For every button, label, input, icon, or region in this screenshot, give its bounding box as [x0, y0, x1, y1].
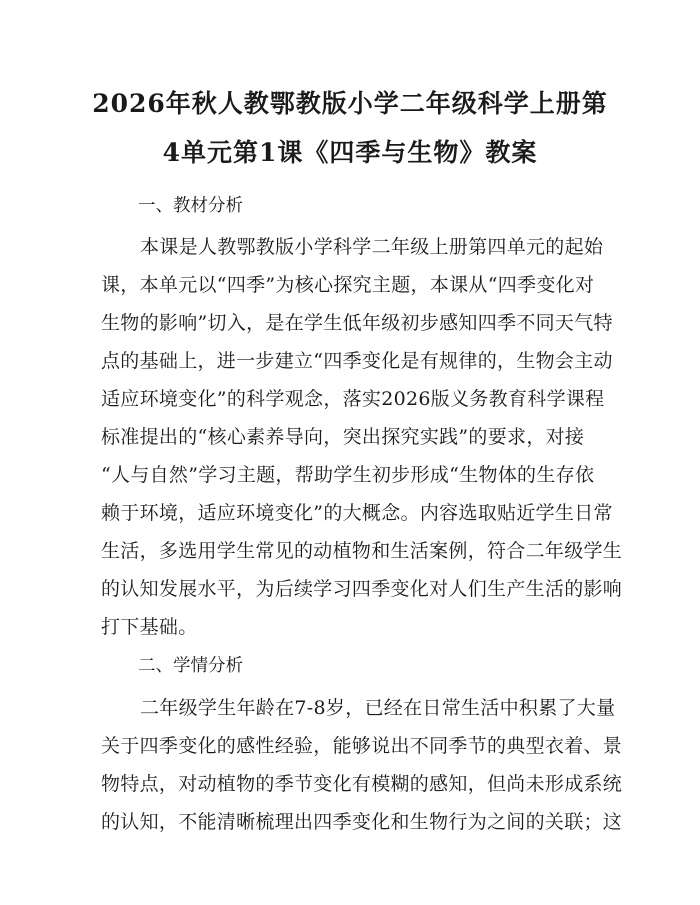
- paragraph-line: 的认知，不能清晰梳理出四季变化和生物行为之间的关联；这: [101, 811, 623, 833]
- paragraph-line: 的认知发展水平，为后续学习四季变化对人们生产生活的影响: [101, 578, 623, 600]
- paragraph-line: 点的基础上，进一步建立“四季变化是有规律的，生物会主动: [101, 350, 613, 372]
- document-title-line-1: 2026年秋人教鄂教版小学二年级科学上册第: [92, 89, 608, 118]
- paragraph-line: 适应环境变化”的科学观念，落实2026版义务教育科学课程: [101, 388, 605, 410]
- paragraph-line: 本课是人教鄂教版小学科学二年级上册第四单元的起始: [140, 236, 604, 258]
- section-heading-1: 一、教材分析: [138, 196, 243, 216]
- paragraph-line: 赖于环境，适应环境变化”的大概念。内容选取贴近学生日常: [101, 502, 613, 524]
- paragraph-line: 物特点，对动植物的季节变化有模糊的感知，但尚未形成系统: [101, 773, 623, 795]
- document-title-line-2: 4单元第1课《四季与生物》教案: [162, 138, 538, 167]
- paragraph-line: 课，本单元以“四季”为核心探究主题，本课从“四季变化对: [101, 274, 595, 296]
- paragraph-line: 关于四季变化的感性经验，能够说出不同季节的典型衣着、景: [101, 735, 623, 757]
- paragraph-line: 打下基础。: [101, 616, 198, 638]
- paragraph-line: 标准提出的“核心素养导向，突出探究实践”的要求，对接: [101, 426, 585, 448]
- paragraph-line: 生物的影响”切入，是在学生低年级初步感知四季不同天气特: [101, 312, 613, 334]
- section-heading-2: 二、学情分析: [138, 656, 243, 676]
- paragraph-line: 二年级学生年龄在7-8岁，已经在日常生活中积累了大量: [140, 697, 616, 719]
- paragraph-line: “人与自然”学习主题，帮助学生初步形成“生物体的生存依: [101, 464, 595, 486]
- paragraph-line: 生活，多选用学生常见的动植物和生活案例，符合二年级学生: [101, 540, 623, 562]
